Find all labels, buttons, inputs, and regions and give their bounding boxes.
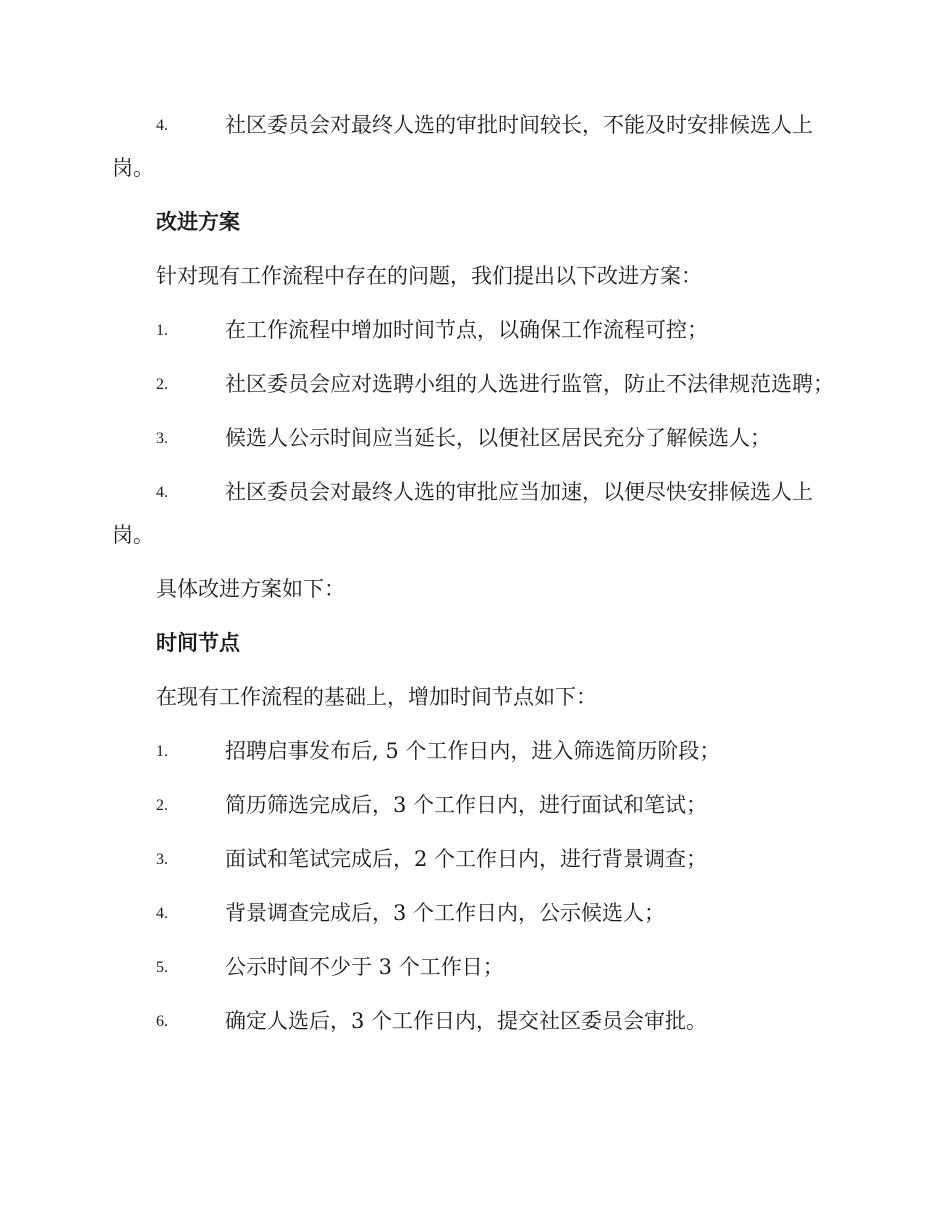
list-item [112, 784, 836, 827]
list-text: 在工作流程中增加时间节点，以确保工作流程可控； [225, 318, 708, 342]
list-text: 候选人公示时间应当延长，以便社区居民充分了解候选人； [225, 426, 771, 450]
list-item [112, 730, 836, 773]
list-item [112, 892, 836, 935]
list-text: 招聘启事发布后, 5 个工作日内，进入筛选简历阶段； [225, 739, 721, 763]
list-item [112, 838, 836, 881]
improvement-outro: 具体改进方案如下： [156, 577, 345, 601]
list-number: 4. [156, 484, 168, 501]
list-item [112, 363, 836, 406]
list-number: 3. [156, 851, 168, 868]
list-number: 5. [156, 959, 168, 976]
list-text: 确定人选后，3 个工作日内，提交社区委员会审批。 [225, 1009, 708, 1033]
section-heading-time-nodes: 时间节点 [156, 631, 240, 655]
list-number: 2. [156, 797, 168, 814]
list-number: 3. [156, 430, 168, 447]
list-item [112, 471, 836, 557]
list-number: 4. [156, 117, 168, 134]
list-number: 1. [156, 743, 168, 760]
list-item [112, 309, 836, 352]
list-number: 6. [156, 1013, 168, 1030]
section-heading-improvement: 改进方案 [156, 210, 240, 234]
list-number: 2. [156, 376, 168, 393]
list-number: 1. [156, 322, 168, 339]
list-text: 社区委员会对最终人选的审批应当加速，以便尽快安排候选人上岗。 [112, 480, 813, 547]
list-item [112, 1000, 836, 1043]
improvement-intro: 针对现有工作流程中存在的问题，我们提出以下改进方案： [156, 264, 702, 288]
list-text: 面试和笔试完成后，2 个工作日内，进行背景调查； [225, 847, 708, 871]
document-body [112, 104, 836, 1054]
list-text: 社区委员会应对选聘小组的人选进行监管，防止不法律规范选聘； [225, 372, 834, 396]
list-item [112, 104, 836, 190]
time-nodes-intro: 在现有工作流程的基础上，增加时间节点如下： [156, 685, 597, 709]
list-text: 公示时间不少于 3 个工作日； [225, 955, 504, 979]
list-number: 4. [156, 905, 168, 922]
list-text: 背景调查完成后，3 个工作日内，公示候选人； [225, 901, 666, 925]
list-item [112, 417, 836, 460]
list-text: 简历筛选完成后，3 个工作日内，进行面试和笔试； [225, 793, 708, 817]
list-item [112, 946, 836, 989]
list-text: 社区委员会对最终人选的审批时间较长，不能及时安排候选人上岗。 [112, 113, 813, 180]
